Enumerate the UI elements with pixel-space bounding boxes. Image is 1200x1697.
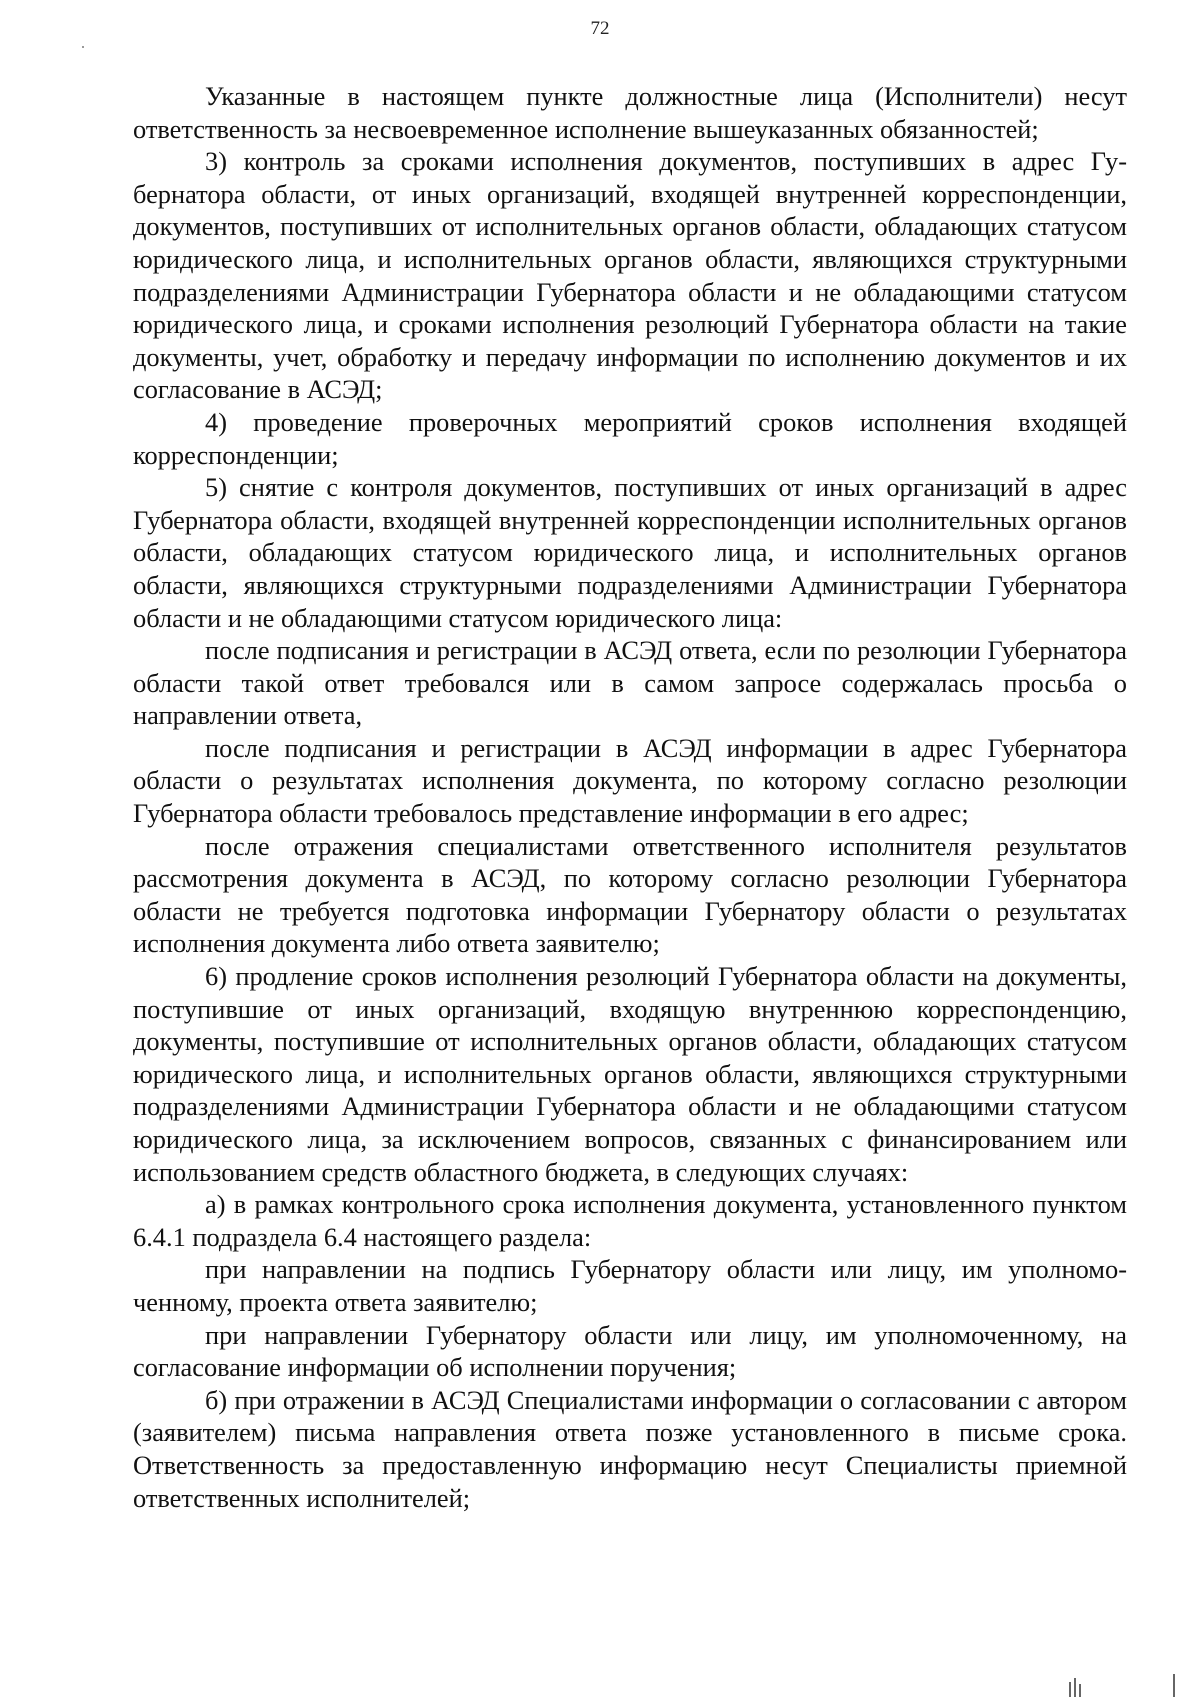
paragraph-item-5: 5) снятие с контроля документов, поступивших от иных организаций в адрес Губернатора области, входящей внутренней корреспонденции исполнительных органов области, обладающих статусом юридического лица, и исполнительных органов области, являющихся структурными подразделениями Администрации Губернатора области и не обладающими статусом юридического лица:	[133, 472, 1127, 633]
paragraph-item-3: 3) контроль за сроками исполнения документов, поступивших в адрес Губернатора области, от иных организаций, входящей внутренней корреспонденции, документов, поступивших от исполнительных органов области, обладающих статусом юридического лица, и исполнительных органов области, являющихся структурными подразделениями Администрации Губернатора области и не обладающими статусом юридического лица, и сроками исполнения резолюций Губернатора области на такие документы, учет, обработку и передачу информации по исполнению документов и их согласование в АСЭД;	[133, 146, 1127, 405]
page-number: 72	[590, 18, 610, 39]
paragraph-item-6-a: а) в рамках контрольного срока исполнения документа, установленного пунктом 6.4.1 подраздела 6.4 настоящего раздела:	[133, 1189, 1127, 1252]
paragraph-item-4: 4) проведение проверочных мероприятий сроков исполнения входящей корреспонденции;	[133, 406, 1127, 470]
paragraph-item-6-a-case-1: при направлении на подпись Губернатору области или лицу, им уполномоченному, проекта ответа заявителю;	[133, 1254, 1127, 1317]
document-body	[133, 80, 1127, 1514]
paragraph-item-5-case-3: после отражения специалистами ответственного исполнителя результатов рассмотрения документа в АСЭД, по которому согласно резолюции Губернатора области не требуется подготовка информации Губернатору области о результатах исполнения документа либо ответа заявителю;	[133, 830, 1127, 959]
paragraph-item-6-a-case-2: при направлении Губернатору области или лицу, им уполномоченному, на согласование информации об исполнении поручения;	[133, 1319, 1127, 1383]
paragraph-item-6: 6) продление сроков исполнения резолюций Губернатора области на документы, поступившие от иных организаций, входящую внутреннюю корреспонденцию, документы, поступившие от исполнительных органов области, обладающих статусом юридического лица, и исполнительных органов области, являющихся структурными подразделениями Администрации Губернатора области и не обладающими статусом юридического лица, за исключением вопросов, связанных с финансированием или использованием средств областного бюджета, в следующих случаях:	[133, 961, 1127, 1187]
scan-speck	[82, 46, 84, 48]
scan-edge-marks	[1062, 1672, 1182, 1697]
paragraph-responsibility: Указанные в настоящем пункте должностные лица (Исполнители) несут ответственность за несвоевременное исполнение вышеуказанных обязанностей;	[133, 81, 1127, 144]
paragraph-item-6-b: б) при отражении в АСЭД Специалистами информации о согласовании с автором (заявителем) письма направления ответа позже установленного в письме срока. Ответственность за предоставленную информацию несут Специалисты приемной ответственных исполнителей;	[133, 1384, 1127, 1513]
paragraph-item-5-case-2: после подписания и регистрации в АСЭД информации в адрес Губернатора области о результатах исполнения документа, по которому согласно резолюции Губернатора области требовалось представление информации в его адрес;	[133, 732, 1127, 829]
paragraph-item-5-case-1: после подписания и регистрации в АСЭД ответа, если по резолюции Губернатора области такой ответ требовался или в самом запросе содержалась просьба о направлении ответа,	[133, 635, 1127, 731]
